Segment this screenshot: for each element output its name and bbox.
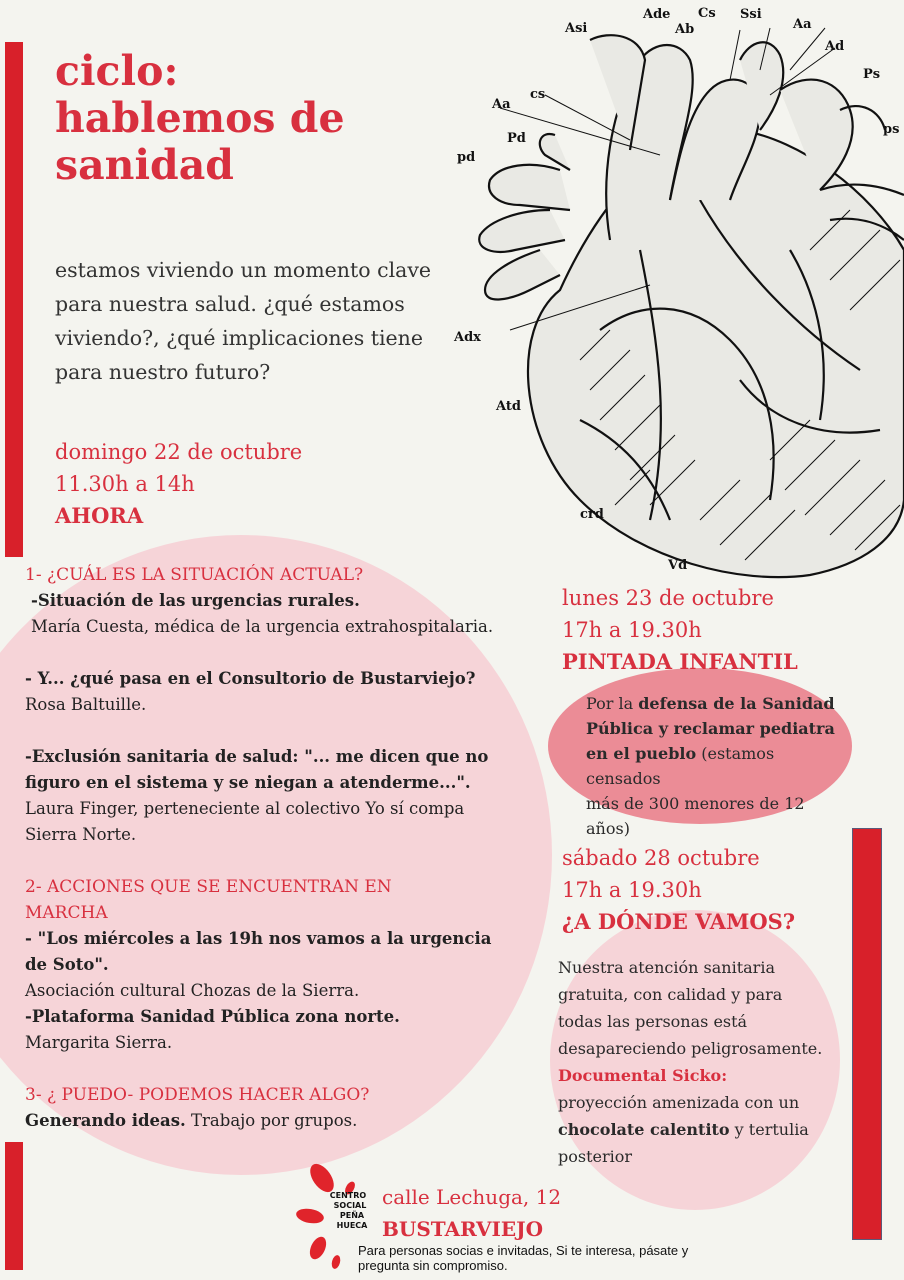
event3-d6-rest: y tertulia [729,1120,809,1139]
s1-b-title [25,666,545,692]
event3-time: 17h a 19.30h [562,878,702,902]
event3-d2: gratuita, con calidad y para [558,985,783,1004]
s1-b-person: Rosa Baltuille. [25,695,147,714]
event2-d4: más de 300 menores de 12 años) [586,794,805,838]
heart-label-ps-top: Ps [863,67,881,82]
s1-a-title-text: -Situación de las urgencias rurales. [31,591,360,610]
poster-title [55,48,345,189]
heart-label-pd-low: pd [457,150,476,165]
heart-label-ps-right: ps [883,122,900,137]
footer-address-block [382,1183,561,1243]
s1-a-person: María Cuesta, médica de la urgencia extrahospitalaria. [31,617,494,636]
s1-c-title-1 [25,744,545,770]
footer-note-2: pregunta sin compromiso. [358,1258,508,1273]
heart-label-aa-left: Aa [492,97,511,112]
s2-a-title-2 [25,952,545,978]
heart-label-ade: Ade [643,7,671,22]
footer-note-1: Para personas socias e invitadas, Si te interesa, pásate y [358,1243,689,1258]
event1-time: 11.30h a 14h [55,472,195,496]
event1-header [55,436,302,532]
section2-heading-1: 2- ACCIONES QUE SE ENCUENTRAN EN [25,877,392,897]
event2-d1-bold: defensa de la Sanidad [638,694,835,713]
logo-line-2: SOCIAL [333,1201,367,1210]
heart-label-vd: Vd [668,558,688,573]
s1-c-title-1-text: -Exclusión sanitaria de salud: "... me dicen que no [25,747,489,766]
logo-line-1: CENTRO [329,1191,367,1200]
event3-d6 [558,1116,828,1143]
event2-name: PINTADA INFANTIL [562,649,798,674]
left-red-bar-top [5,42,23,557]
event3-date: sábado 28 octubre [562,846,760,870]
event3-d7: posterior [558,1147,633,1166]
event2-d3 [586,741,848,791]
event2-date: lunes 23 de octubre [562,586,774,610]
event3-d5: proyección amenizada con un [558,1093,800,1112]
event2-d2-bold: Pública y reclamar pediatra [586,719,835,738]
section2-heading-2: MARCHA [25,903,108,923]
title-line-3: sanidad [55,141,234,189]
s3-a-rest: Trabajo por grupos. [185,1111,358,1130]
event2-header [562,582,798,678]
logo-line-4: HUECA [336,1221,368,1230]
s1-c-title-2 [25,770,545,796]
intro-line-4: para nuestro futuro? [55,360,271,384]
s1-c-person-1: Laura Finger, perteneciente al colectivo Yo sí compa [25,799,465,818]
s1-c-person-2: Sierra Norte. [25,825,137,844]
heart-label-ab: Ab [675,22,695,37]
heart-label-ad: Ad [825,39,845,54]
event2-d1-text: Por la [586,694,639,713]
heart-label-cs-top: Cs [698,6,716,21]
footer-note [358,1243,778,1273]
title-line-1: ciclo: [55,47,179,95]
section1-heading: 1- ¿CUÁL ES LA SITUACIÓN ACTUAL? [25,565,364,585]
event1-program [25,562,545,1134]
heart-label-cs-left: cs [530,87,546,102]
event3-d3: todas las personas está [558,1012,748,1031]
s3-a-line [25,1108,545,1134]
s2-a-title-1-text: - "Los miércoles a las 19h nos vamos a la urgencia [25,929,492,948]
s2-a-title-2-text: de Soto". [25,955,109,974]
event1-name: AHORA [55,503,144,528]
section3-heading: 3- ¿ PUEDO- PODEMOS HACER ALGO? [25,1085,370,1105]
heart-label-crd: crd [580,507,604,522]
event1-date: domingo 22 de octubre [55,440,303,464]
intro-line-2: para nuestra salud. ¿qué estamos [55,292,405,316]
event3-doc-label: Documental Sicko: [558,1066,728,1085]
heart-label-aa-right: Aa [793,17,812,32]
s2-a-title-1 [25,926,545,952]
footer-town: BUSTARVIEJO [382,1217,544,1241]
event3-description [558,954,828,1170]
event2-d3-bold: en el pueblo [586,744,697,763]
intro-line-3: viviendo?, ¿qué implicaciones tiene [55,326,424,350]
intro-text [55,253,455,389]
s1-a-title [25,588,545,614]
event3-name: ¿A DÓNDE VAMOS? [562,909,796,934]
event3-d6-bold: chocolate calentito [558,1120,730,1139]
s2-b-title-text: -Plataforma Sanidad Pública zona norte. [25,1007,400,1026]
title-line-2: hablemos de [55,94,345,142]
s3-a-bold: Generando ideas. [25,1111,186,1130]
s2-b-person: Margarita Sierra. [25,1033,173,1052]
s1-b-title-text: - Y... ¿qué pasa en el Consultorio de Bustarviejo? [25,669,476,688]
logo-line-3: PEÑA [339,1211,365,1220]
intro-line-1: estamos viviendo un momento clave [55,258,432,282]
event3-d1: Nuestra atención sanitaria [558,958,775,977]
right-red-bar [852,828,882,1240]
event3-header [562,842,795,938]
s2-b-title [25,1004,545,1030]
heart-label-asi: Asi [565,21,588,36]
event2-description [586,691,848,841]
heart-label-ssi: Ssi [740,7,762,22]
footer-address: calle Lechuga, 12 [382,1185,562,1209]
event2-d2 [586,716,848,741]
event3-d4: desapareciendo peligrosamente. [558,1039,823,1058]
heart-label-atd: Atd [496,399,521,414]
heart-label-pd-cap: Pd [507,131,526,146]
event2-time: 17h a 19.30h [562,618,702,642]
event2-d3-rest: (estamos censados [586,744,775,788]
event2-d1 [586,691,848,716]
heart-illustration [440,0,904,590]
left-red-bar-bottom [5,1142,23,1270]
s1-c-title-2-text: figuro en el sistema y se niegan a atenderme...". [25,773,471,792]
heart-label-adx: Adx [454,330,481,345]
s2-a-person: Asociación cultural Chozas de la Sierra. [25,981,360,1000]
